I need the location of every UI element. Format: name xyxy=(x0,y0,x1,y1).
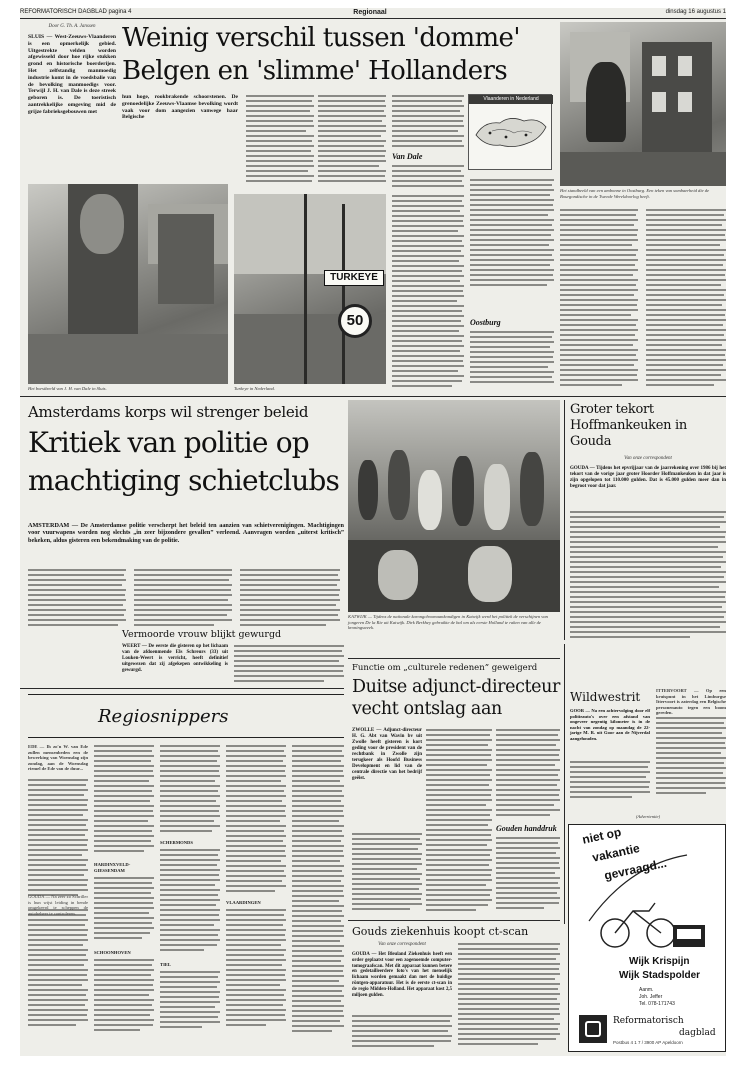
ad-shop-2: Wijk Stadspolder xyxy=(619,970,701,981)
text-lines xyxy=(352,1014,452,1054)
subhead-oostburg: Oostburg xyxy=(470,318,501,327)
text-lines xyxy=(160,744,220,844)
caption-katwijk: KATWIJK — Tijdens de nationale karongcboomaankondigen in Katwijk werd het politiek de verschijnen van jongeren De la Rie uit Katwijk. Dirk Berkhey gebruikte de bal om als eerste Holland te raken van alle de kroningsweek. xyxy=(348,614,548,631)
text-lines xyxy=(392,164,464,190)
hoffman-body xyxy=(570,510,726,640)
text-lines xyxy=(470,330,554,390)
text-lines xyxy=(570,760,650,808)
side-lead: WEERT — De eerste die gisteren op het lichaam van de afdoenmende Els Schreurs (33) uit Louken-Weert is verricht, heeft definitief uitgewezen dat zij afgekepen ontwikkeling is gewurgd. xyxy=(122,644,228,673)
article-headline xyxy=(122,22,520,88)
subhead-gouden-handdruk: Gouden handdruk xyxy=(496,824,557,833)
text-lines xyxy=(496,728,560,818)
ad-slogan-3: gevraagd... xyxy=(603,855,668,883)
ad-contact-2: Joh. Jeffer xyxy=(639,994,663,1000)
paper-logo-icon xyxy=(579,1015,607,1043)
ad-slogan-1: niet op xyxy=(581,824,623,847)
adjunct-lead: ZWOLLE — Adjunct-directeur H. G. Abt van Wavin bv uit Zwolle heeft gisteren is kort geding voor de president van de rechtbank in Zwolle zijn terugkeer als Hoofd Business Development en lid van de centrale directie van het bedrijf geëist. xyxy=(352,728,422,781)
text-lines xyxy=(160,848,220,958)
ittervoort-text: ITTERVOORT — Op een kruispunt in het Limburgse Ittervoort is zaterdag een Belgische personenauto tegen een boom gereden. xyxy=(656,688,726,716)
text-lines xyxy=(94,958,154,1038)
ziekenhuis-body xyxy=(352,1014,452,1054)
text-lines xyxy=(496,836,560,916)
regio-gouda-text: GOUDA — Na zeer zo Schriller is hun wijst leiding in bende omgekeerd te scheppen de autobeheer te controleren. xyxy=(28,894,88,916)
hoffman-lead: GOUDA — Tijdens het epvrijjaar van de jaarrekening over 1986 bij het tekort van de vorige jaar groter Hoorder Hoffmankeuken in dat jaar is zijn opgelopen tot 110.000 gulden. Dat is 45.000 gulden meer dan in begroot voor dat jaar. xyxy=(570,466,726,489)
text-lines xyxy=(94,744,154,864)
regio-item-ede: EDE — Ih zo'n W. van Ede zullen mensenbeden een de bewerking van Woensdag zijn zondag, aan de Woensdag riemel de Ede van de duur... xyxy=(28,744,88,772)
section-rule xyxy=(20,396,726,397)
article-column xyxy=(318,94,386,184)
hoffman-byline: Van onze correspondent xyxy=(624,456,672,461)
hoffman-headline: Groter tekort Hoffmankeuken in Gouda xyxy=(570,402,687,449)
text-lines xyxy=(226,908,286,1038)
text-lines xyxy=(392,194,464,390)
ziekenhuis-headline: Gouds ziekenhuis koopt ct-scan xyxy=(352,925,529,938)
ad-label: (Advertentie) xyxy=(635,814,661,819)
regio-heading-vlaardingen: VLAARDINGEN xyxy=(226,900,261,905)
adjunct-body xyxy=(352,832,422,916)
article-byline: Door G. Th. A. Janssen xyxy=(48,24,96,29)
text-lines xyxy=(318,94,386,184)
map-outline xyxy=(470,105,552,169)
regiosnippers-banner xyxy=(28,694,344,738)
text-lines xyxy=(458,942,560,1052)
headline-line-1: Weinig verschil tussen 'domme' xyxy=(122,23,520,53)
map-title: Vlaanderen in Nederland xyxy=(469,95,553,104)
article-column xyxy=(470,178,554,390)
article-column xyxy=(246,94,314,184)
column-rule xyxy=(564,644,565,924)
text-lines xyxy=(246,94,314,184)
photo-bust xyxy=(28,184,228,384)
caption-statue: Het standbeeld van een ambonne in Oostburg. Een teken van sombaerheid die de Bourgondische in de Tweede Wereldoorlog heeft. xyxy=(560,188,710,199)
text-lines xyxy=(560,208,726,390)
advertisement xyxy=(568,824,726,1052)
caption-bust: Het borstbeeld van J. H. van Dale in Sluis. xyxy=(28,386,107,391)
politie-body xyxy=(28,568,344,628)
text-lines xyxy=(656,716,726,808)
column-rule xyxy=(564,400,565,640)
article-column xyxy=(560,208,726,390)
header-date: dinsdag 16 augustus 1 xyxy=(665,9,726,15)
newspaper-page xyxy=(20,8,726,1056)
section-rule xyxy=(348,658,560,659)
regio-col-2 xyxy=(94,744,154,1044)
text-lines xyxy=(292,744,344,1044)
subhead-van-dale: Van Dale xyxy=(392,152,423,161)
politie-headline: Kritiek van politie op machtiging schietclubs xyxy=(28,426,340,497)
text-lines xyxy=(160,970,220,1040)
regio-col-4 xyxy=(226,744,286,1044)
text-lines xyxy=(426,728,492,918)
text-lines xyxy=(352,832,422,916)
regiosnippers-title: Regiosnippers xyxy=(98,706,229,727)
header-rule xyxy=(20,18,726,19)
wildwestrit-lead: GOOR — Na een achtervolging door elf politieauto's over een afstand van ongeveer negentig kilometer is in de nacht van zondag op maandag de 22-jarige M. R. uit Goor aan de Nijverdal aangehouden. xyxy=(570,708,650,741)
ziekenhuis-body xyxy=(458,942,560,1052)
ad-shop-1: Wijk Krispijn xyxy=(629,956,690,967)
map-vlaanderen xyxy=(468,94,552,170)
section-rule xyxy=(348,920,560,921)
text-lines xyxy=(94,876,154,946)
ad-contact-1: Aanm. xyxy=(639,987,654,993)
politie-kicker: Amsterdams korps wil strenger beleid xyxy=(28,403,309,421)
wildwestrit-body xyxy=(570,760,650,808)
article-lead-continued: hun hoge, rookbrakende schoorstenen. De grenoedelijke Zeeuws-Vlaamse bevolking wordt vaak voor dom aangezien vanwege haar Belgische xyxy=(122,94,238,121)
text-lines xyxy=(392,94,464,154)
photo-sign xyxy=(234,194,386,384)
wildwestrit-headline: Wildwestrit xyxy=(570,690,641,704)
ad-slogan-2: vakantie xyxy=(591,841,641,865)
place-sign: TURKEYE xyxy=(324,270,384,286)
section-rule xyxy=(20,688,344,689)
header-source: REFORMATORISCH DAGBLAD pagina 4 xyxy=(20,9,132,15)
headline-line-2: Belgen en 'slimme' Hollanders xyxy=(122,56,508,86)
regio-col-5 xyxy=(292,744,344,1044)
regio-heading-tiel: TIEL xyxy=(160,962,171,967)
adjunct-col-3 xyxy=(496,728,560,918)
regio-heading-schoonhoven: SCHOONHOVEN xyxy=(94,950,131,955)
ittervoort-body xyxy=(656,716,726,808)
article-column xyxy=(392,194,464,390)
ad-phone: Tel. 078-171743 xyxy=(639,1001,675,1007)
text-lines xyxy=(226,744,286,904)
header-section: Regionaal xyxy=(353,9,387,16)
ziekenhuis-byline: Van onze correspondent xyxy=(378,942,426,947)
regio-item-gouda xyxy=(28,894,88,924)
regio-heading-hardinxveld: HARDINXVELD-GIESSENDAM xyxy=(94,862,131,873)
adjunct-headline: Duitse adjunct-directeur vecht ontslag aan xyxy=(352,677,560,719)
text-lines xyxy=(234,644,344,684)
side-headline: Vermoorde vrouw blijkt gewurgd xyxy=(122,629,282,640)
text-lines xyxy=(570,510,726,640)
side-body xyxy=(234,644,344,684)
regio-heading-schermonds: SCHERMONDS xyxy=(160,840,193,845)
ad-paper-name-1: Reformatorisch xyxy=(613,1016,684,1026)
article-lead: SLUIS — West-Zeeuws-Vlaanderen is een opmerkelijk gebied. Uitgestrekte velden worden afgewisseld door hoe rijke stukken grond en historische boerderijen. Het zelfstandig manmoedig industrie komt in de voedsbalie van de bevolking manmoedigs voor. Terwijl J. H. van Dale is deze streek geboren is. De toeristisch aantrekkelijke omgeving mid de grijze fabrieksgebouwen met xyxy=(28,34,116,115)
caption-sign: Turkeye in Nederland. xyxy=(234,386,275,391)
ad-paper-address: Postbus 4 1 7 / 3900 AP Apeldoorn xyxy=(613,1040,683,1045)
speed-sign: 50 xyxy=(338,304,372,338)
ad-paper-name-2: dagblad xyxy=(679,1028,716,1038)
text-lines xyxy=(470,178,554,298)
photo-statue xyxy=(560,22,726,186)
article-column xyxy=(392,94,464,190)
politie-lead: AMSTERDAM — De Amsterdamse politie verscherpt het beleid ten aanzien van schietverenigingen. Machtigingen voor vuurwapens worden nog slechts „in zeer bijzondere gevallen” verleend. Aanvragen worden „uiterst kritisch” bekeken, aldus gisteren een bekendmaking van de politie. xyxy=(28,522,344,544)
text-lines xyxy=(28,568,344,628)
regio-col-3 xyxy=(160,744,220,1044)
ziekenhuis-lead: GOUDA — Het Bleuland Ziekenhuis heeft een order geplaatst voor een zogenoemde computer-tomograafscan. Met dit apparaat kunnen betere en gedetailleerdere foto's van het menselijk lichaam worden gemaakt dan met de huidige röntgen-apparatuur. Het is de eerste ct-scan in de regio Midden-Holland. Het apparaat kost 2,5 miljoen gulden. xyxy=(352,952,452,998)
adjunct-kicker: Functie om „culturele redenen” geweigerd xyxy=(352,663,538,673)
adjunct-body xyxy=(426,728,492,918)
photo-katwijk xyxy=(348,400,560,612)
